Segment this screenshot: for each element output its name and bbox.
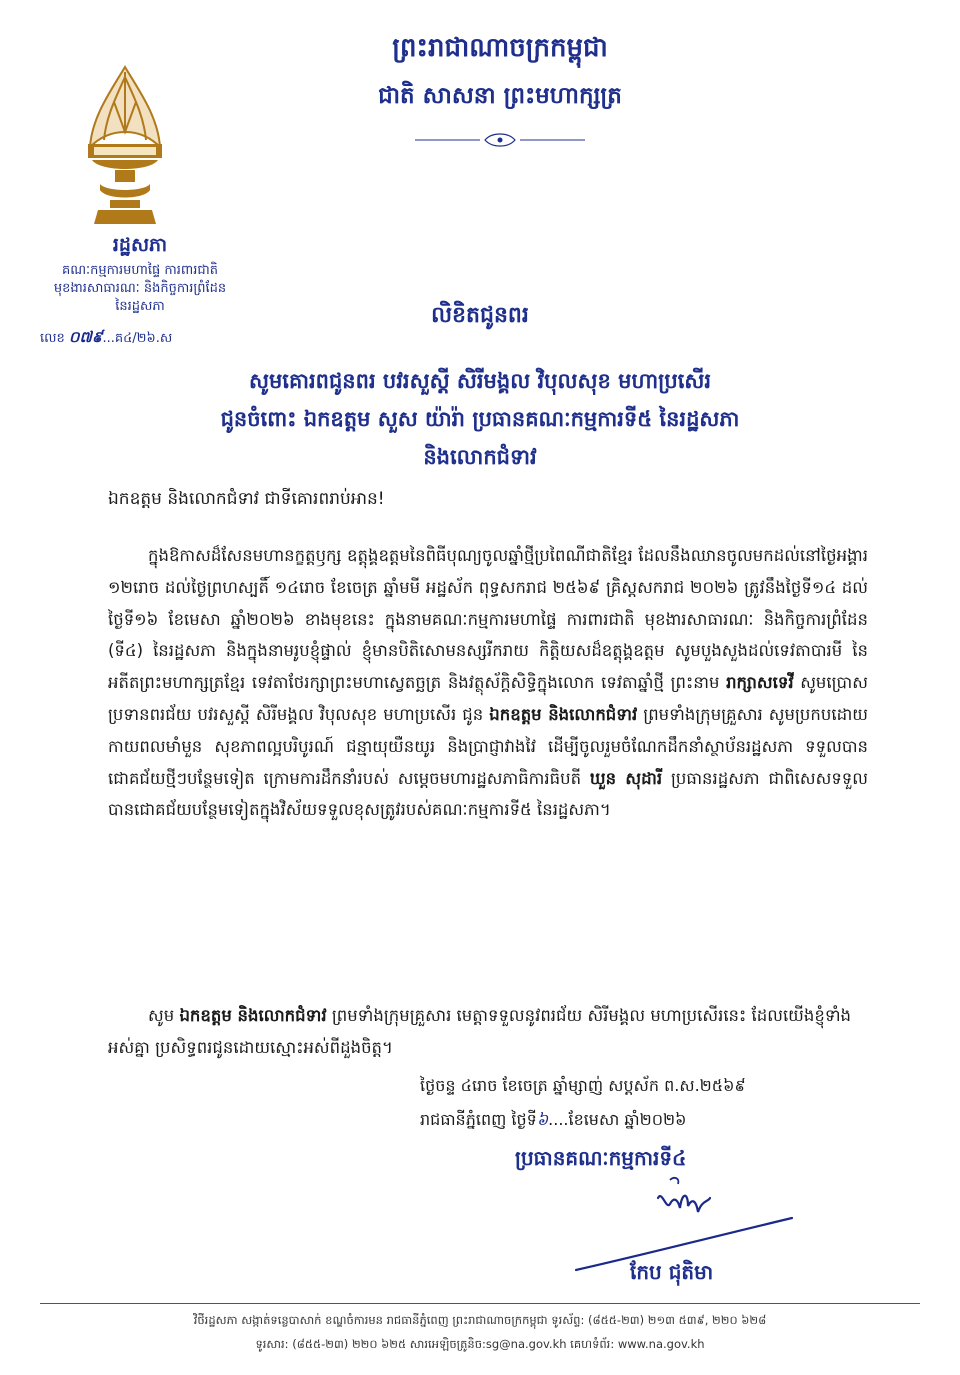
letter-title: លិខិតជូនពរ bbox=[431, 302, 529, 328]
committee-line-3: នៃរដ្ឋសភា bbox=[115, 299, 165, 314]
footer-divider bbox=[40, 1303, 920, 1304]
document-number-prefix: លេខ bbox=[40, 331, 69, 346]
greeting-line-3: និងលោកជំទាវ bbox=[423, 444, 537, 469]
salutation: ឯកឧត្តម និងលោកជំទាវ ជាទីគោរពរាប់អាន! bbox=[108, 489, 385, 509]
body-part-2: សូមប្រោសប្រទានពរជ័យ បវរសួស្តី សិរីមង្គល វិបុលសុខ មហាប្រសើរ ជូន bbox=[108, 673, 868, 724]
solar-date bbox=[420, 1108, 880, 1132]
solar-date-day: ៦ bbox=[536, 1110, 549, 1129]
document-number-suffix: ...គ៤/២៦.ស bbox=[102, 331, 173, 346]
document-number bbox=[40, 328, 260, 348]
national-assembly-emblem-icon bbox=[70, 62, 180, 232]
kingdom-heading: ព្រះរាជាណាចក្រកម្ពុជា bbox=[392, 33, 608, 63]
committee-line-2: មុខងារសាធារណៈ និងកិច្ចការព្រំដែន bbox=[53, 281, 227, 296]
closing-part-2: ព្រមទាំងក្រុមគ្រួសារ មេត្តាទទួលនូវពរជ័យ សិរីមង្គល មហាប្រសើរនេះ ដែលយើងខ្ញុំទាំងអស់គ្នា ប្រសិទ្ធពរជូនដោយស្មោះអស់ពីដួងចិត្ត។ bbox=[108, 1006, 852, 1057]
signer-name: កែប ជុតិមា bbox=[630, 1260, 714, 1284]
footer-contact: ទូរសារ: (៨៥៥-២៣) ២២០ ៦២៥ សារអេឡិចត្រូនិច:sg@na.gov.kh គេហទំព័រ: www.na.gov.kh bbox=[255, 1337, 705, 1351]
chair-title: ប្រធានគណៈកម្មការទី៤ bbox=[515, 1146, 687, 1170]
document-number-value: ០៧៩ bbox=[68, 328, 103, 346]
body-part-4: ប្រធានរដ្ឋសភា ជាពិសេសទទួលបានជោគជ័យបន្ថែមទៀតក្នុងវិស័យទទួលខុសត្រូវរបស់គណៈកម្មការទី៥ នៃរដ្ឋសភា។ bbox=[108, 768, 868, 820]
solar-date-prefix: រាជធានីភ្នំពេញ ថ្ងៃទី bbox=[420, 1110, 537, 1129]
letter-body bbox=[108, 540, 868, 826]
body-part-3: ព្រមទាំងក្រុមគ្រួសារ សូមប្រកបដោយកាយពលមាំមួន សុខភាពល្អបរិបូរណ៍ ជន្មាយុយឺនយូរ និងប្រាជ្ញាវាងវៃ ដើម្បីចូលរួមចំណែកដឹកនាំស្ថាប័នរដ្ឋសភា ទទួលបានជោគជ័យថ្មីៗបន្ថែមទៀត ក្រោមការដឹកនាំរបស់ សម្តេចមហារដ្ឋសភាធិការធិបតី bbox=[108, 704, 868, 788]
closing-recipients: ឯកឧត្តម និងលោកជំទាវ bbox=[179, 1006, 327, 1025]
greeting-heading bbox=[130, 362, 830, 476]
footer-address: វិថីរដ្ឋសភា សង្កាត់ទន្លេបាសាក់ ខណ្ឌចំការមន រាជធានីភ្នំពេញ ព្រះរាជាណាចក្រកម្ពុជា ទូរស័ព្ទ: (៨៥៥-២៣) ២១៣ ៥៣៩, ២២០ ៦២៨ bbox=[193, 1313, 767, 1327]
closing-part-1: សូម bbox=[148, 1006, 180, 1025]
solar-date-suffix: ....ខែមេសា ឆ្នាំ២០២៦ bbox=[548, 1110, 687, 1129]
body-president-name: ឃួន សុដារី bbox=[589, 768, 663, 788]
ornament-divider-icon bbox=[410, 130, 590, 150]
body-deity-name: រាក្សាសទេវី bbox=[726, 673, 794, 693]
committee-line-1: គណៈកម្មការមហាផ្ទៃ ការពារជាតិ bbox=[62, 263, 218, 278]
national-motto: ជាតិ សាសនា ព្រះមហាក្សត្រ bbox=[378, 82, 622, 109]
letter-closing bbox=[108, 1000, 868, 1064]
greeting-line-1: សូមគោរពជូនពរ បវរសួស្តី សិរីមង្គល វិបុលសុខ មហាប្រសើរ bbox=[248, 368, 712, 393]
sender-assembly: រដ្ឋសភា bbox=[112, 234, 168, 256]
body-recipients: ឯកឧត្តម និងលោកជំទាវ bbox=[489, 704, 638, 724]
greeting-line-2: ជូនចំពោះ ឯកឧត្តម សួស យ៉ារ៉ា ប្រធានគណៈកម្មការទី៥ នៃរដ្ឋសភា bbox=[220, 406, 740, 431]
lunar-date: ថ្ងៃចន្ទ ៤រោច ខែចេត្រ ឆ្នាំម្សាញ់ សប្តស័ក ព.ស.២៥៦៩ bbox=[420, 1076, 746, 1095]
body-part-1: ក្នុងឱកាសដ៏សែនមហានក្ខត្តឫក្ស ឧត្តុង្គឧត្តមនៃពិធីបុណ្យចូលឆ្នាំថ្មីប្រពៃណីជាតិខ្មែរ ដែលនឹងឈានចូលមកដល់នៅថ្ងៃអង្គារ ១២រោច ដល់ថ្ងៃព្រហស្បតិ៍ ១៤រោច ខែចេត្រ ឆ្នាំមមី អដ្ឋស័ក ពុទ្ធសករាជ ២៥៦៩ គ្រិស្តសករាជ ២០២៦ ត្រូវនឹងថ្ងៃទី១៤ ដល់ថ្ងៃទី១៦ ខែមេសា ឆ្នាំ២០២៦ ខាងមុខនេះ ក្នុងនាមគណៈកម្មការមហាផ្ទៃ ការពារជាតិ មុខងារសាធារណៈ និងកិច្ចការព្រំដែន (ទី៤) នៃរដ្ឋសភា និងក្នុងនាមរូបខ្ញុំផ្ទាល់ ខ្ញុំមានបិតិសោមនស្សរីករាយ កិត្តិយសដ៏ឧត្តុង្គឧត្តម សូមបួងសួងដល់ទេវតាបារមី នៃអតីតព្រះមហាក្សត្រខ្មែរ ទេវតាថែរក្សាព្រះមហាស្វេតច្ឆត្រ និងវត្ថុស័ក្តិសិទ្ធិក្នុងលោក ទេវតាឆ្នាំថ្មី ព្រះនាម bbox=[108, 546, 868, 693]
sender-committee bbox=[20, 262, 260, 316]
